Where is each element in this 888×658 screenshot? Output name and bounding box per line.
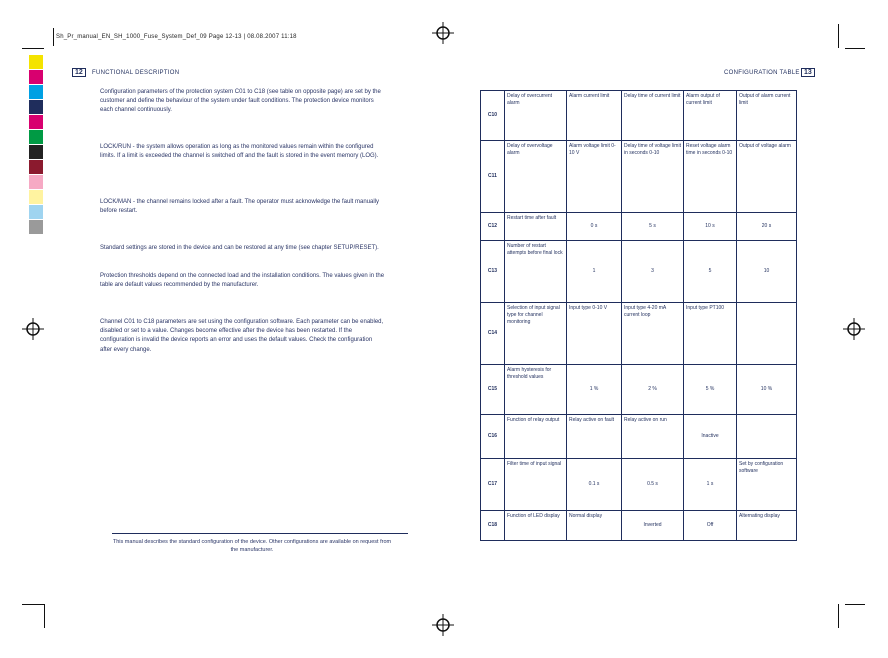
parameter-option: 20 s — [737, 213, 797, 241]
body-paragraph: Protection thresholds depend on the connected load and the installation conditions. The values given in the table are default values recommended by the manufacturer. — [100, 273, 385, 289]
parameter-option: 0.5 s — [622, 459, 684, 511]
body-paragraph: Configuration parameters of the protection system C01 to C18 (see table on opposite page) are set by the customer and define the behaviour of the system under fault conditions. The protection device monitors each channel continuously. — [100, 89, 381, 114]
body-paragraph: Channel C01 to C18 parameters are set using the configuration software. Each parameter can be enabled, disabled or set to a value. Changes become effective after the device has been restarted. If the configuration is invalid the device reports an error and uses the default values. Check the configuration after every change. — [100, 319, 384, 353]
parameter-option: 5 % — [684, 365, 737, 415]
parameter-option: 5 — [684, 241, 737, 303]
crop-mark — [53, 28, 54, 46]
color-swatch — [29, 175, 43, 190]
crop-mark — [838, 24, 839, 48]
parameter-description: Selection of input signal type for channel monitoring — [505, 303, 567, 365]
parameter-option: Output of voltage alarm — [737, 141, 797, 213]
table-row — [481, 365, 797, 415]
parameter-option: Alarm voltage limit 0-10 V — [567, 141, 622, 213]
parameter-option: 1 % — [567, 365, 622, 415]
parameter-code: C10 — [481, 91, 505, 141]
parameter-description: Filter time of input signal — [505, 459, 567, 511]
page-number-right: 13 — [801, 68, 815, 77]
color-swatch — [29, 55, 43, 70]
color-swatch — [29, 70, 43, 85]
table-row — [481, 241, 797, 303]
crop-mark — [44, 604, 45, 628]
parameter-option — [737, 415, 797, 459]
footnote: This manual describes the standard configuration of the device. Other configurations are available on request from the manufacturer. — [112, 539, 392, 553]
parameter-code: C14 — [481, 303, 505, 365]
parameter-option: Reset voltage alarm time in seconds 0-10 — [684, 141, 737, 213]
crop-mark — [22, 48, 44, 49]
parameter-option: Inverted — [622, 511, 684, 541]
body-paragraph: LOCK/MAN - the channel remains locked after a fault. The operator must acknowledge the fault manually before restart. — [100, 199, 380, 215]
crop-mark — [845, 604, 865, 605]
parameter-option: 0.1 s — [567, 459, 622, 511]
parameter-description: Function of LED display — [505, 511, 567, 541]
parameter-description: Alarm hysteresis for threshold values — [505, 365, 567, 415]
color-swatch — [29, 130, 43, 145]
parameter-option: 10 % — [737, 365, 797, 415]
parameter-option: 10 — [737, 241, 797, 303]
parameter-option: Input type PT100 — [684, 303, 737, 365]
parameter-option: 2 % — [622, 365, 684, 415]
parameter-code: C18 — [481, 511, 505, 541]
table-row — [481, 141, 797, 213]
body-paragraph: Standard settings are stored in the device and can be restored at any time (see chapter SETUP/RESET). — [100, 245, 379, 251]
table-row — [481, 415, 797, 459]
table-row — [481, 213, 797, 241]
table-row — [481, 459, 797, 511]
parameter-option: Relay active on fault — [567, 415, 622, 459]
parameter-description: Number of restart attempts before final lock — [505, 241, 567, 303]
crop-mark — [22, 604, 44, 605]
parameter-code: C16 — [481, 415, 505, 459]
crop-mark — [845, 48, 865, 49]
parameter-option: Output of alarm current limit — [737, 91, 797, 141]
table-row — [481, 511, 797, 541]
parameter-option — [737, 303, 797, 365]
body-paragraph: LOCK/RUN - the system allows operation as long as the monitored values remain within the configured limits. If a limit is exceeded the channel is switched off and the fault is stored in the event memory (LOG). — [100, 144, 379, 160]
parameter-option: Off — [684, 511, 737, 541]
parameter-option: 1 — [567, 241, 622, 303]
parameter-description: Delay of overcurrent alarm — [505, 91, 567, 141]
color-swatch — [29, 220, 43, 235]
crop-mark — [838, 604, 839, 628]
parameter-option: Delay time of voltage limit in seconds 0-10 — [622, 141, 684, 213]
parameter-code: C11 — [481, 141, 505, 213]
parameter-option: Inactive — [684, 415, 737, 459]
color-swatch — [29, 190, 43, 205]
parameter-option: Input type 4-20 mA current loop — [622, 303, 684, 365]
registration-mark-icon — [22, 318, 44, 340]
parameter-description: Restart time after fault — [505, 213, 567, 241]
registration-mark-icon — [843, 318, 865, 340]
parameter-option: 0 s — [567, 213, 622, 241]
parameter-option: Normal display — [567, 511, 622, 541]
parameter-code: C15 — [481, 365, 505, 415]
print-slug: Sh_Pr_manual_EN_SH_1000_Fuse_System_Def_09 Page 12-13 | 08.08.2007 11:18 — [56, 34, 297, 40]
color-swatch — [29, 205, 43, 220]
color-swatch — [29, 160, 43, 175]
parameter-code: C12 — [481, 213, 505, 241]
parameter-option: Set by configuration software — [737, 459, 797, 511]
footnote-rule — [112, 533, 408, 534]
parameter-option: 1 s — [684, 459, 737, 511]
color-bar — [29, 55, 43, 235]
parameter-option: Alternating display — [737, 511, 797, 541]
parameter-option: 10 s — [684, 213, 737, 241]
registration-mark-icon — [432, 614, 454, 636]
configuration-table — [480, 90, 797, 541]
parameter-code: C13 — [481, 241, 505, 303]
parameter-option: 3 — [622, 241, 684, 303]
table-row — [481, 303, 797, 365]
color-swatch — [29, 145, 43, 160]
parameter-option: Alarm current limit — [567, 91, 622, 141]
color-swatch — [29, 115, 43, 130]
page-number-left: 12 — [72, 68, 86, 77]
table-row — [481, 91, 797, 141]
parameter-option: Alarm output of current limit — [684, 91, 737, 141]
registration-mark-icon — [432, 22, 454, 44]
running-head-left: FUNCTIONAL DESCRIPTION — [92, 70, 180, 76]
running-head-right: CONFIGURATION TABLE — [724, 70, 800, 76]
parameter-option: Delay time of current limit — [622, 91, 684, 141]
parameter-code: C17 — [481, 459, 505, 511]
parameter-option: 5 s — [622, 213, 684, 241]
parameter-description: Function of relay output — [505, 415, 567, 459]
parameter-option: Relay active on run — [622, 415, 684, 459]
color-swatch — [29, 85, 43, 100]
color-swatch — [29, 100, 43, 115]
parameter-description: Delay of overvoltage alarm — [505, 141, 567, 213]
parameter-option: Input type 0-10 V — [567, 303, 622, 365]
